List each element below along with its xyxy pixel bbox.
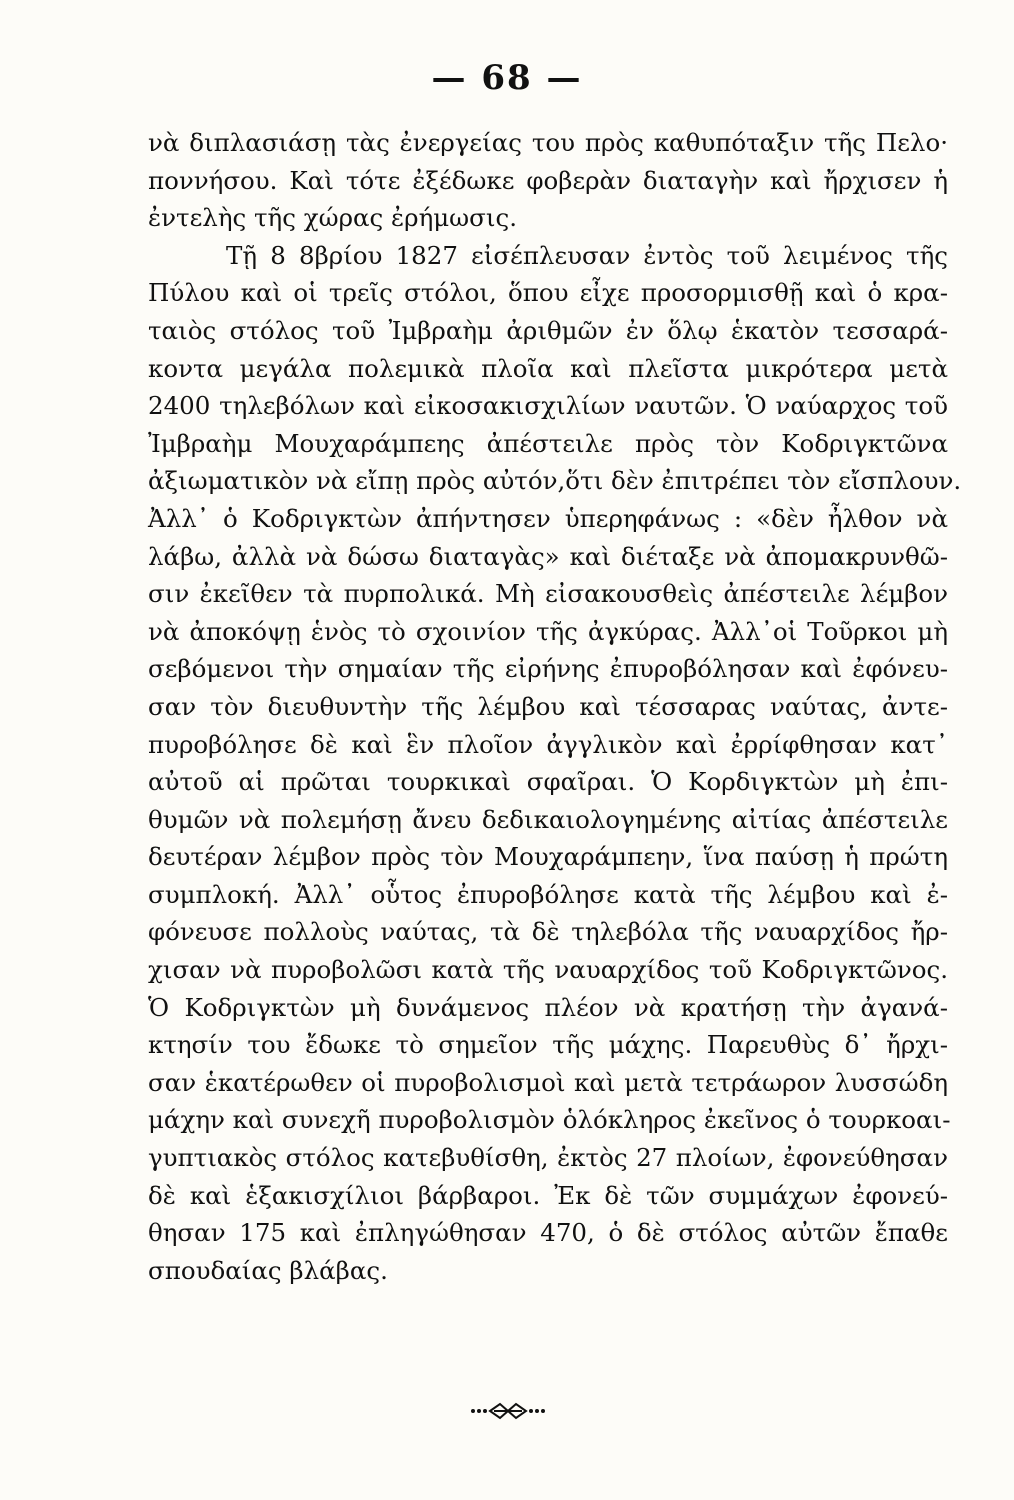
text-line: ποννήσου. Καὶ τότε ἐξέδωκε φοβερὰν διαταγὴν καὶ ἤρχισεν ἡ (148, 165, 948, 195)
text-line: Ἀλλ᾽ ὁ Κοδριγκτὼν ἀπήντησεν ὑπερηφάνως : «δὲν ἦλθον νὰ (148, 503, 948, 533)
text-line: Τῇ 8 8βρίου 1827 εἰσέπλευσαν ἐντὸς τοῦ λειμένος τῆς (226, 240, 948, 270)
text-line: μάχην καὶ συνεχῆ πυροβολισμὸν ὁλόκληρος ἐκεῖνος ὁ τουρκοαι- (148, 1105, 951, 1135)
text-line: κτησίν του ἔδωκε τὸ σημεῖον τῆς μάχης. Παρευθὺς δ᾽ ἤρχι- (148, 1030, 948, 1060)
text-line: Ἰμβραὴμ Μουχαράμπεης ἀπέστειλε πρὸς τὸν Κοδριγκτῶνα (148, 428, 948, 458)
end-ornament-icon (470, 1400, 546, 1422)
body-text (148, 124, 962, 1289)
text-line: συμπλοκή. Ἀλλ᾽ οὗτος ἐπυροβόλησε κατὰ τῆς λέμβου καὶ ἐ- (148, 879, 948, 909)
text-line: φόνευσε πολλοὺς ναύτας, τὰ δὲ τηλεβόλα τῆς ναυαρχίδος ἤρ- (148, 917, 948, 947)
page-number: — 68 — (431, 58, 583, 98)
text-line: Ὁ Κοδριγκτὼν μὴ δυνάμενος πλέον νὰ κρατήσῃ τὴν ἀγανά- (148, 992, 948, 1022)
text-line: ταιὸς στόλος τοῦ Ἰμβραὴμ ἀριθμῶν ἐν ὅλῳ ἑκατὸν τεσσαρά- (148, 315, 948, 345)
text-line: αὐτοῦ αἱ πρῶται τουρκικαὶ σφαῖραι. Ὁ Κορδιγκτὼν μὴ ἐπι- (148, 767, 948, 797)
text-line: δευτέραν λέμβον πρὸς τὸν Μουχαράμπεην, ἵνα παύσῃ ἡ πρώτη (148, 842, 948, 872)
text-line: ἐντελὴς τῆς χώρας ἐρήμωσις. (148, 203, 517, 233)
text-line: πυροβόλησε δὲ καὶ ἓν πλοῖον ἀγγλικὸν καὶ ἐρρίφθησαν κατ᾽ (148, 729, 948, 759)
text-line: σεβόμενοι τὴν σημαίαν τῆς εἰρήνης ἐπυροβόλησαν καὶ ἐφόνευ- (148, 654, 948, 684)
text-line: θυμῶν νὰ πολεμήσῃ ἄνευ δεδικαιολογημένης αἰτίας ἀπέστειλε (148, 804, 948, 834)
text-line: θησαν 175 καὶ ἐπληγώθησαν 470, ὁ δὲ στόλος αὐτῶν ἔπαθε (148, 1218, 948, 1248)
text-line: Πύλου καὶ οἱ τρεῖς στόλοι, ὅπου εἶχε προσορμισθῇ καὶ ὁ κρα- (148, 278, 948, 308)
text-line: χισαν νὰ πυροβολῶσι κατὰ τῆς ναυαρχίδος τοῦ Κοδριγκτῶνος. (148, 955, 948, 985)
text-line: γυπτιακὸς στόλος κατεβυθίσθη, ἐκτὸς 27 πλοίων, ἐφονεύθησαν (148, 1143, 948, 1173)
text-line: σπουδαίας βλάβας. (148, 1255, 388, 1285)
text-line: σαν τὸν διευθυντὴν τῆς λέμβου καὶ τέσσαρας ναύτας, ἀντε- (148, 691, 948, 721)
text-line: νὰ διπλασιάσῃ τὰς ἐνεργείας του πρὸς καθυπόταξιν τῆς Πελο· (148, 128, 948, 157)
text-line: κοντα μεγάλα πολεμικὰ πλοῖα καὶ πλεῖστα μικρότερα μετὰ (148, 353, 948, 383)
text-line: λάβω, ἀλλὰ νὰ δώσω διαταγὰς» καὶ διέταξε νὰ ἀπομακρυνθῶ- (148, 541, 948, 571)
text-line: δὲ καὶ ἑξακισχίλιοι βάρβαροι. Ἐκ δὲ τῶν συμμάχων ἐφονεύ- (148, 1180, 948, 1210)
text-line: σιν ἐκεῖθεν τὰ πυρπολικά. Μὴ εἰσακουσθεὶς ἀπέστειλε λέμβον (148, 579, 948, 609)
text-line: σαν ἑκατέρωθεν οἱ πυροβολισμοὶ καὶ μετὰ τετράωρον λυσσώδη (148, 1067, 948, 1097)
text-line: 2400 τηλεβόλων καὶ εἰκοσακισχιλίων ναυτῶν. Ὁ ναύαρχος τοῦ (148, 391, 948, 421)
text-line: ἀξιωματικὸν νὰ εἴπῃ πρὸς αὐτόν,ὅτι δὲν ἐπιτρέπει τὸν εἴσπλουν. (148, 466, 962, 496)
text-line: νὰ ἀποκόψῃ ἑνὸς τὸ σχοινίον τῆς ἀγκύρας. Ἀλλ᾽οἱ Τοῦρκοι μὴ (148, 616, 948, 646)
